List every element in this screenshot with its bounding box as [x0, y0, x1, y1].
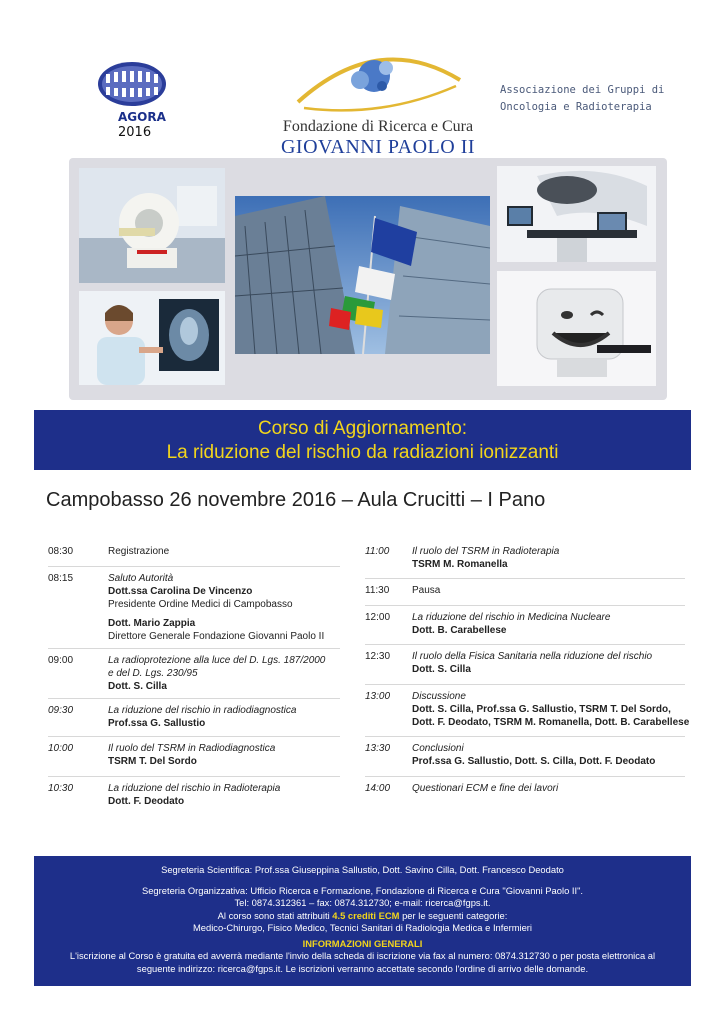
program-line: Direttore Generale Fondazione Giovanni Paolo II [108, 631, 325, 642]
program-entry [108, 654, 325, 693]
program-time: 11:30 [365, 585, 390, 596]
program-entry [412, 782, 558, 795]
program-right-column [365, 545, 695, 845]
footer-info-box [34, 856, 691, 986]
program-time: 11:00 [365, 546, 390, 557]
program-separator [365, 578, 685, 579]
program-line: Dott. B. Carabellese [412, 625, 507, 636]
program-line: Dott. S. Cilla [412, 664, 471, 675]
course-title-banner [34, 410, 691, 470]
crediti-ecm [34, 910, 691, 923]
program-entry [412, 650, 652, 676]
program-time: 09:00 [48, 655, 74, 666]
program-line: Presidente Ordine Medici di Campobasso [108, 599, 293, 610]
program-entry [412, 545, 559, 571]
program-time: 14:00 [365, 783, 391, 794]
doctor-xray-photo [79, 291, 225, 385]
program-line: Saluto Autorità [108, 573, 174, 584]
program-line: Discussione [412, 691, 466, 702]
program-line: Dott. F. Deodato, TSRM M. Romanella, Dott. B. Carabellese [412, 717, 690, 728]
program-left-column [48, 545, 348, 845]
program-separator [365, 684, 685, 685]
aigo-name [500, 82, 664, 116]
program-line: e del D. Lgs. 230/95 [108, 668, 198, 679]
program-separator [365, 776, 685, 777]
program-line: Dott. Mario Zappia [108, 618, 196, 629]
eye-logo-icon [288, 40, 468, 120]
program-line: TSRM T. Del Sordo [108, 756, 197, 767]
program-line: Prof.ssa G. Sallustio [108, 718, 206, 729]
program-line: La riduzione del rischio in radiodiagnostica [108, 705, 297, 716]
contacts: Tel: 0874.312361 – fax: 0874.312730; e-mail: ricerca@fgps.it. [234, 897, 491, 908]
program-separator [48, 776, 340, 777]
program-separator [365, 644, 685, 645]
fondazione-line2: GIOVANNI PAOLO II [280, 136, 476, 158]
program-entry [108, 572, 324, 643]
crediti-value: 4.5 crediti ECM [332, 909, 400, 921]
crediti-pre: Al corso sono stati attribuiti [217, 909, 333, 921]
program-time: 13:00 [365, 691, 391, 702]
program-line: Prof.ssa G. Sallustio, Dott. S. Cilla, Dott. F. Deodato [412, 756, 656, 767]
program-separator [365, 605, 685, 606]
program-time: 12:00 [365, 612, 391, 623]
program-time: 13:30 [365, 743, 391, 754]
program-time: 09:30 [48, 705, 74, 716]
program-line: Conclusioni [412, 743, 464, 754]
program-line: Il ruolo della Fisica Sanitaria nella riduzione del rischio [412, 651, 653, 662]
program-separator [365, 736, 685, 737]
program-time: 08:30 [48, 546, 74, 557]
program-line: La riduzione del rischio in Radioterapia [108, 783, 281, 794]
info-line1: L'iscrizione al Corso è gratuita ed avverrà mediante l'invio della scheda di iscrizione via fax al numero: 0874.312730 o per posta elettronica al [69, 950, 656, 961]
event-location-date: Campobasso 26 novembre 2016 – Aula Crucitti – I Pano [46, 489, 546, 511]
info-title: INFORMAZIONI GENERALI [302, 937, 423, 949]
program-separator [48, 648, 340, 649]
program-time: 08:15 [48, 573, 74, 584]
building-flags-photo [235, 196, 490, 354]
program-time: 10:30 [48, 783, 74, 794]
program-entry [412, 742, 655, 768]
program-line: Questionari ECM e fine dei lavori [412, 783, 559, 794]
program-line: Dott. S. Cilla [108, 681, 167, 692]
program-entry [108, 545, 169, 558]
agora-line1: AGORA [118, 110, 166, 124]
info-line2: seguente indirizzo: ricerca@fgps.it. Le iscrizioni verranno accettate secondo l'ordine di arrivo delle domande. [136, 962, 589, 974]
program-entry [412, 690, 689, 729]
agora-wordmark [118, 110, 166, 140]
ct-scanner-photo [79, 168, 225, 283]
program-line: Dott.ssa Carolina De Vincenzo [108, 586, 253, 597]
program-line: Dott. S. Cilla, Prof.ssa G. Sallustio, TSRM T. Del Sordo, [412, 704, 671, 715]
program-line: Registrazione [108, 546, 170, 557]
smiling-scanner-photo [497, 271, 656, 386]
crediti-post: per le seguenti categorie: [399, 909, 508, 921]
program-line: Pausa [412, 585, 441, 596]
program-line: Dott. F. Deodato [108, 796, 185, 807]
program-entry [412, 611, 610, 637]
program-entry [412, 584, 440, 597]
course-title-line2: La riduzione del rischio da radiazioni ionizzanti [166, 442, 559, 463]
segreteria-scientifica: Segreteria Scientifica: Prof.ssa Giuseppina Sallustio, Dott. Savino Cilla, Dott. Francesco Deodato [161, 864, 564, 875]
fondazione-logo [288, 40, 468, 120]
program-line: La riduzione del rischio in Medicina Nucleare [412, 612, 611, 623]
linac-photo [497, 166, 656, 262]
program-entry [108, 782, 280, 808]
program-line: TSRM M. Romanella [412, 559, 508, 570]
fondazione-name [258, 118, 498, 159]
program-separator [48, 698, 340, 699]
program-entry [108, 704, 296, 730]
program-separator [48, 736, 340, 737]
program-line: Il ruolo del TSRM in Radiodiagnostica [108, 743, 276, 754]
course-title-line1: Corso di Aggiornamento: [257, 418, 468, 439]
program-time: 12:30 [365, 651, 391, 662]
segreteria-organizzativa: Segreteria Organizzativa: Ufficio Ricerca e Formazione, Fondazione di Ricerca e Cura "Giovanni Paolo II". [141, 884, 584, 896]
fondazione-line1: Fondazione di Ricerca e Cura [282, 118, 474, 135]
program-line: Il ruolo del TSRM in Radioterapia [412, 546, 560, 557]
categorie: Medico-Chirurgo, Fisico Medico, Tecnici Sanitari di Radiologia Medica e Infermieri [192, 922, 533, 933]
aigo-line2: Oncologia e Radioterapia [500, 101, 652, 113]
photo-collage [69, 158, 667, 400]
program-separator [48, 566, 340, 567]
program-entry [108, 742, 275, 768]
aigo-line1: Associazione dei Gruppi di [500, 84, 665, 96]
program-time: 10:00 [48, 743, 74, 754]
agora-year: 2016 [118, 125, 152, 140]
program-line: La radioprotezione alla luce del D. Lgs. 187/2000 [108, 655, 326, 666]
